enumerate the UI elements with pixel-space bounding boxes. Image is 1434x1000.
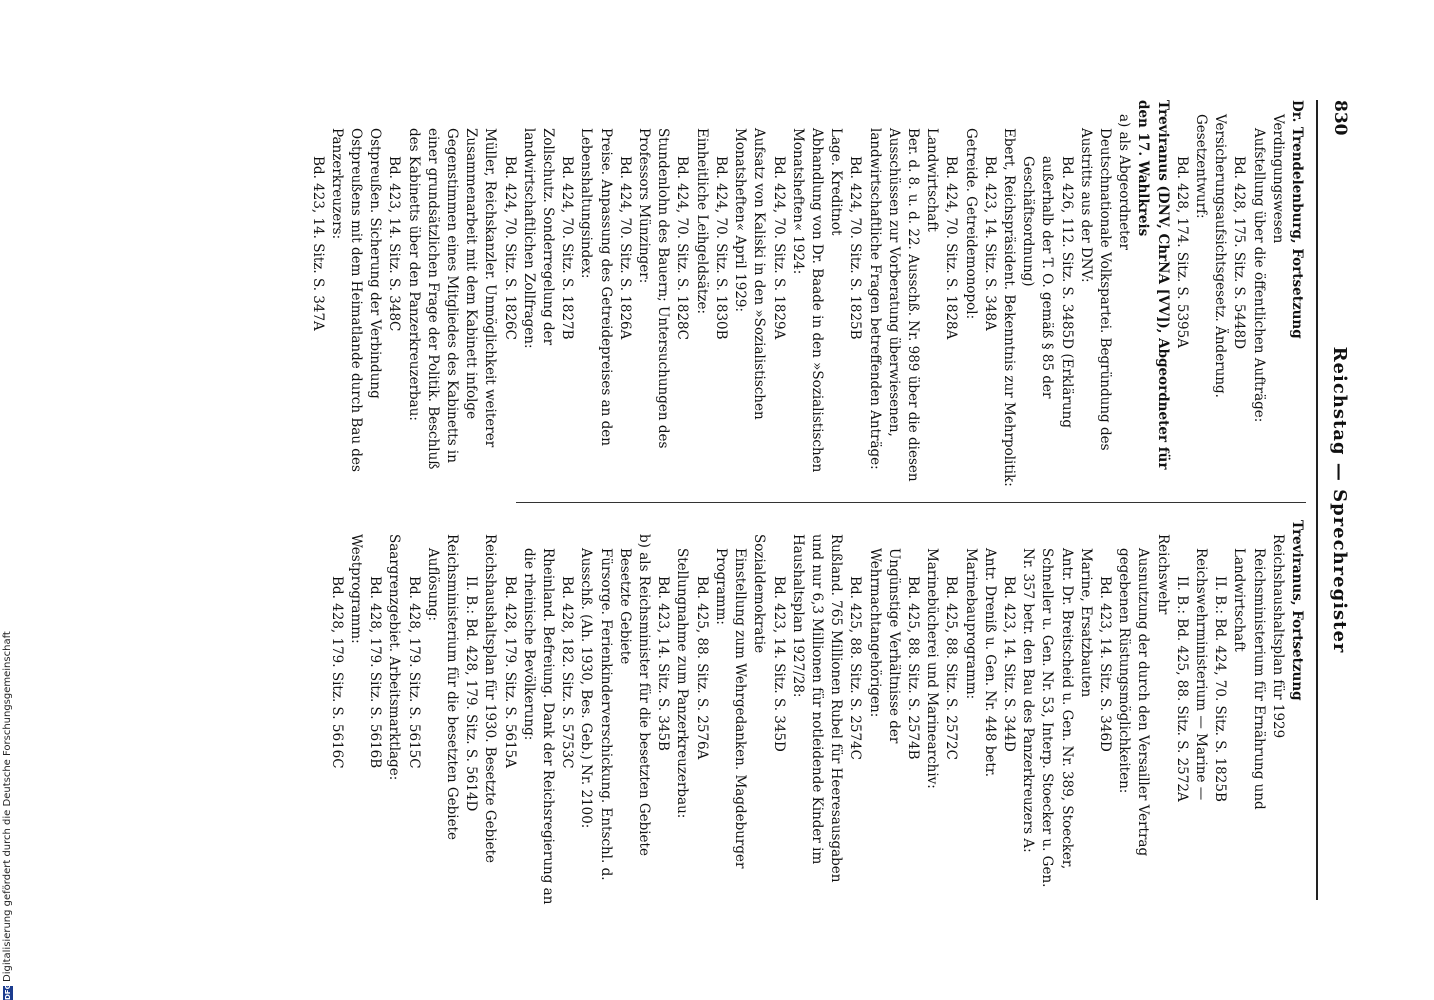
register-entry: Treviranus (DNV, ChrNA [VV]), Abgeordneter für den 17. Wahlkreis [1135, 100, 1171, 475]
register-entry: Ausnutzung der durch den Versailler Vertrag gegebenen Rüstungsmöglichkeiten: [1116, 548, 1152, 861]
register-entry: Bd. 424, 70. Sitz. S. 1828A [943, 156, 960, 340]
register-entry: II. B.: Bd. 425, 88. Sitz. S. 2572A [1173, 576, 1190, 802]
register-entry: II. B.: Bd. 428, 179. Sitz. S. 5614D [463, 576, 480, 812]
register-entry: Landwirtschaft [924, 128, 941, 232]
register-entry: Bd. 428, 182. Sitz. S. 5753C [559, 576, 576, 769]
register-entry: Reichswehr [1154, 534, 1171, 615]
register-entry: Bd. 424, 70. Sitz. S. 1826A [616, 156, 633, 340]
register-entry: Reichsministerium für Ernährung und Landwirtschaft [1231, 548, 1267, 814]
register-entry: Rußland. 765 Millionen Rubel für Heeresausgaben und nur 6,3 Millionen für notleidende Kinder im Haushaltsplan 1927/28: [789, 534, 845, 887]
register-entry: Rheinland. Befreiung. Dank der Reichsregierung an die rheinische Bevölkerung: [520, 548, 557, 909]
dfg-logo: DFG [4, 983, 12, 1000]
register-entry: Müller, Reichskanzler. Unmöglichkeit weiterer Zusammenarbeit mit dem Kabinett infolge Gegenstimmen eines Mitgliedes des Kabinetts in einer grundsätzlichen Frage der Politik. Beschluß des Kabinetts über den Panzerkreuzerbau: [405, 128, 499, 474]
credit-text: Digitalisierung gefördert durch die Deutsche Forschungsgemeinschaft [2, 631, 13, 982]
register-entry: Aufstellung über die öffentlichen Aufträge: [1250, 128, 1267, 423]
register-entry: Westprogramm: [348, 534, 365, 644]
register-entry: Fürsorge. Ferienkinderverschickung. Entschl. d. Ausschß. (Ah. 1930, Bes. Geb.) Nr. 2100: [578, 548, 614, 885]
register-entry: Bd. 428, 179. Sitz. S. 5615C [405, 576, 422, 769]
register-entry: II. B.: Bd. 424, 70. Sitz. S. 1825B [1212, 576, 1229, 802]
register-entry: Bd. 423, 14. Sitz. S. 346D [1096, 576, 1113, 752]
register-entry: Bd. 426, 112. Sitz. S. 3485D (Erklärung außerhalb der T. O. gemäß § 85 der Geschäftsordnung) [1020, 156, 1075, 433]
register-entry: Bd. 423, 14. Sitz. S. 348A [981, 156, 998, 331]
register-entry: Bd. 424, 70. Sitz. S. 1829A [770, 156, 787, 340]
register-entry: Lage. Kreditnot [828, 128, 845, 236]
register-entry: Bd. 425, 88. Sitz. S. 2572C [943, 576, 960, 760]
register-entry: Sozialdemokratie [751, 534, 768, 654]
register-entry: Deutschnationale Volkspartei. Begründung des Austritts aus der DNV: [1077, 128, 1113, 455]
register-entry: Aufsatz von Kaliski in den »Sozialistischen Monatsheften« April 1929: [732, 128, 768, 424]
register-entry: Ber. d. 8. u. d. 22. Ausschß. Nr. 989 über die diesen Ausschüssen zur Vorberatung überwiesenen, landwirtschaftliche Fragen betreffenden Anträge: [866, 128, 921, 486]
register-entry: Ungünstige Verhältnisse der Wehrmachtangehörigen: [866, 548, 902, 748]
register-entry: Bd. 423, 14. Sitz. S. 348C [386, 156, 403, 332]
page-number: 830 [1330, 100, 1350, 136]
register-entry: Bd. 424, 70. Sitz. S. 1830B [712, 156, 729, 340]
register-entry: Bd. 428, 179. Sitz. S. 5616B [367, 576, 384, 769]
register-entry: Dr. Trendelenburg, Fortsetzung [1289, 100, 1305, 339]
register-entry: Marinebücherei und Marinearchiv: [924, 548, 941, 789]
register-entry: Einheitliche Leihgeldsätze: [693, 128, 710, 315]
register-entry: Bd. 425, 88. Sitz. S. 2574C [847, 576, 864, 760]
register-entry: b) als Reichsminister für die besetzten Gebiete [636, 534, 653, 856]
header-rule [1316, 100, 1318, 900]
register-entry: Besetzte Gebiete [616, 548, 633, 665]
register-entry: Reichshaushaltsplan für 1930. Besetzte Gebiete [482, 534, 499, 864]
register-entry: Ebert, Reichspräsident. Bekenntnis zur Mehrpolitik: [1000, 128, 1017, 487]
register-entry: Bd. 428, 179. Sitz. S. 5615A [501, 576, 518, 768]
right-column [327, 520, 1306, 910]
register-entry: Bd. 425, 88. Sitz. S. 2576A [693, 576, 710, 760]
register-entry: Bd. 428, 174. Sitz. S. 5395A [1173, 156, 1190, 348]
register-entry: Stellungnahme zum Panzerkreuzerbau: [674, 548, 691, 819]
digitization-credit [2, 631, 13, 1000]
register-entry: Stundenlohn des Bauern; Untersuchungen des Professors Münzinger: [636, 128, 672, 453]
page-header [1326, 0, 1356, 1000]
register-entry: Bd. 424, 70. Sitz. S. 1828C [674, 156, 691, 340]
register-entry: Auflösung: [424, 548, 441, 622]
register-entry: Zollschutz. Sonderregelung der landwirtschaftlichen Zollfragen: [520, 128, 557, 350]
register-entry: Bd. 428, 179. Sitz. S. 5616C [328, 576, 345, 769]
register-entry: Bd. 424, 70. Sitz. S. 1827B [559, 156, 576, 340]
register-entry: Marine, Ersatzbauten [1077, 548, 1094, 698]
register-entry: Reichshaushaltsplan für 1929 [1269, 534, 1286, 739]
register-entry: a) als Abgeordneter [1116, 114, 1133, 250]
register-entry: Bd. 424, 70. Sitz. S. 1826C [501, 156, 518, 340]
register-entry: Getreide. Getreidemonopol: [962, 128, 979, 320]
register-entry: Bd. 423, 14. Sitz. S. 345B [655, 576, 672, 751]
register-entry: Bd. 423, 14. Sitz. S. 347A [309, 156, 326, 331]
register-entry: Antr. Dr. Breitscheid u. Gen. Nr. 389, Stoecker, Schneller u. Gen. Nr. 53, Interp. Stoecker u. Gen. Nr. 357 betr. den Bau des Panzerkreuzers A: [1020, 548, 1075, 892]
register-entry: Treviranus, Fortsetzung [1289, 520, 1305, 701]
left-column [307, 100, 1306, 490]
register-entry: Bd. 424, 70. Sitz. S. 1825B [847, 156, 864, 340]
register-entry: Preise. Anpassung des Getreidepreises an den Lebenshaltungsindex: [578, 128, 614, 451]
register-entry: Bd. 425, 88. Sitz. S. 2574B [904, 576, 921, 760]
register-entry: Bd. 423, 14. Sitz. S. 345D [770, 576, 787, 752]
column-divider [516, 502, 1306, 503]
register-entry: Abhandlung von Dr. Baade in den »Sozialistischen Monatsheften« 1924: [789, 128, 825, 477]
register-entry: Reichswehrministerium — Marine — [1192, 548, 1209, 801]
register-entry: Bd. 428, 175. Sitz. S. 5448D [1231, 156, 1248, 350]
register-entry: Reichsministerium für die besetzten Gebiete [444, 534, 461, 840]
register-entry: Versicherungsaufsichtsgesetz. Änderung. Gesetzentwurf: [1192, 114, 1229, 403]
register-entry: Verdingungswesen [1269, 114, 1286, 244]
running-title: Reichstag — Sprechregister [1329, 346, 1350, 654]
register-entry: Einstellung zum Wehrgedanken. Magdeburger Programm: [712, 548, 749, 873]
register-entry: Antr. Dreniß u. Gen. Nr. 448 betr. Marinebauprogramm: [962, 548, 998, 782]
register-entry: Saargrenzgebiet. Arbeitsmarktlage: [386, 534, 403, 781]
register-entry: Bd. 423, 14. Sitz. S. 344D [1000, 576, 1017, 752]
register-entry: Ostpreußen. Sicherung der Verbindung Ostpreußens mit dem Heimatlande durch Bau des Panzerkreuzers: [328, 128, 384, 477]
